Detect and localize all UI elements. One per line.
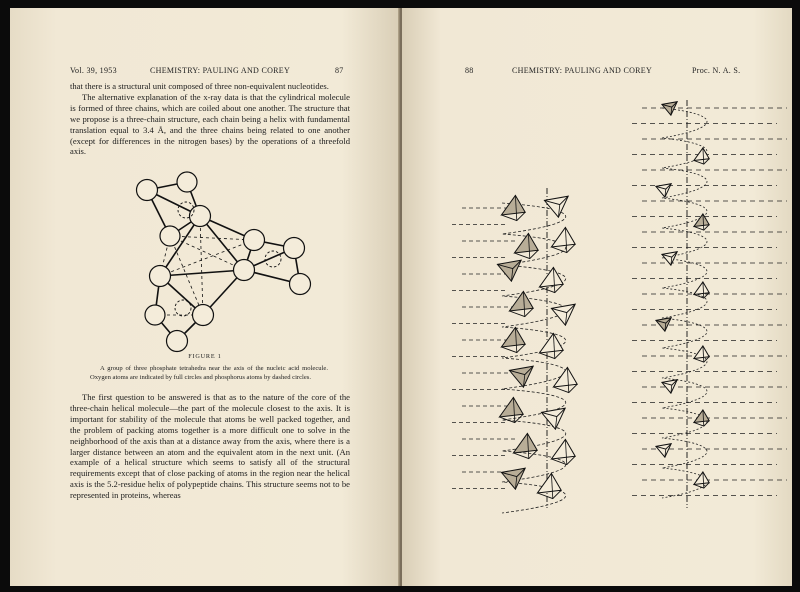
tetrahedron <box>553 367 577 387</box>
left-header-page-number: 87 <box>335 66 344 75</box>
tetrahedron <box>514 233 538 253</box>
paragraph-structure: The alternative explanation of the x-ray data is that the cylindrical molecule is formed of three chains, which are coiled about one another. The structure that we propose is a three-chain structure, each chain being a helix with fundamental translation equal to 3.4 Å, and the three chains being related to one another (except for differences in the nitrogen bases) by the operations of a threefold axis. <box>70 91 350 157</box>
tetrahedron <box>551 439 575 459</box>
tetrahedron <box>499 397 523 417</box>
left-header-title: CHEMISTRY: PAULING AND COREY <box>150 66 291 75</box>
tetrahedron-small <box>694 472 709 485</box>
right-header-title: CHEMISTRY: PAULING AND COREY <box>512 66 653 75</box>
left-text-bottom: The first question to be answered is that as to the nature of the core of the three-chain helical molecule—the part of the molecule closest to the axis. It is important for stability of the molecule that atoms be well packed together, and the problem of packing atoms together is a more difficult one to solve in the neighborhood of the axis than at a distance away from the axis, where there is a larger distance between an atom and the equivalent atom in the next unit. (An example of a helical structure which seems to satisfy all of the structural requirements except that of close packing of atoms in the region near the helical axis is the 5.2-residue helix of polypeptide chains. This structure seems not to be represented in proteins, whereas <box>70 392 350 501</box>
figure-label: FIGURE 1 <box>188 353 222 360</box>
left-header-volume: Vol. 39, 1953 <box>70 66 117 75</box>
helix-right-chain <box>662 108 707 498</box>
right-header-page-number: 88 <box>465 66 474 75</box>
tetrahedron <box>539 267 563 287</box>
figure-caption: A group of three phosphate tetrahedra near the axis of the nucleic acid molecule. Oxygen atoms are indicated by full circles and phosphorus atoms by dashed circles. <box>90 365 328 381</box>
tetrahedron <box>513 433 537 453</box>
tetrahedron-small <box>694 410 709 423</box>
figure-2-helix-drawings <box>402 8 792 586</box>
paragraph-continuation: that there is a structural unit composed of three non-equivalent nucleotides. <box>70 81 329 91</box>
tetrahedron <box>539 333 563 353</box>
tetrahedron <box>501 195 525 215</box>
open-book <box>10 8 792 586</box>
tetrahedron-small <box>694 346 709 359</box>
tetrahedron <box>551 227 575 247</box>
left-page <box>10 8 400 586</box>
tetrahedron-small <box>694 282 709 295</box>
tetrahedron <box>501 327 525 347</box>
tetrahedron <box>537 473 561 493</box>
right-page <box>402 8 792 586</box>
right-header-journal: Proc. N. A. S. <box>692 66 741 75</box>
tetrahedron-small <box>694 214 709 227</box>
